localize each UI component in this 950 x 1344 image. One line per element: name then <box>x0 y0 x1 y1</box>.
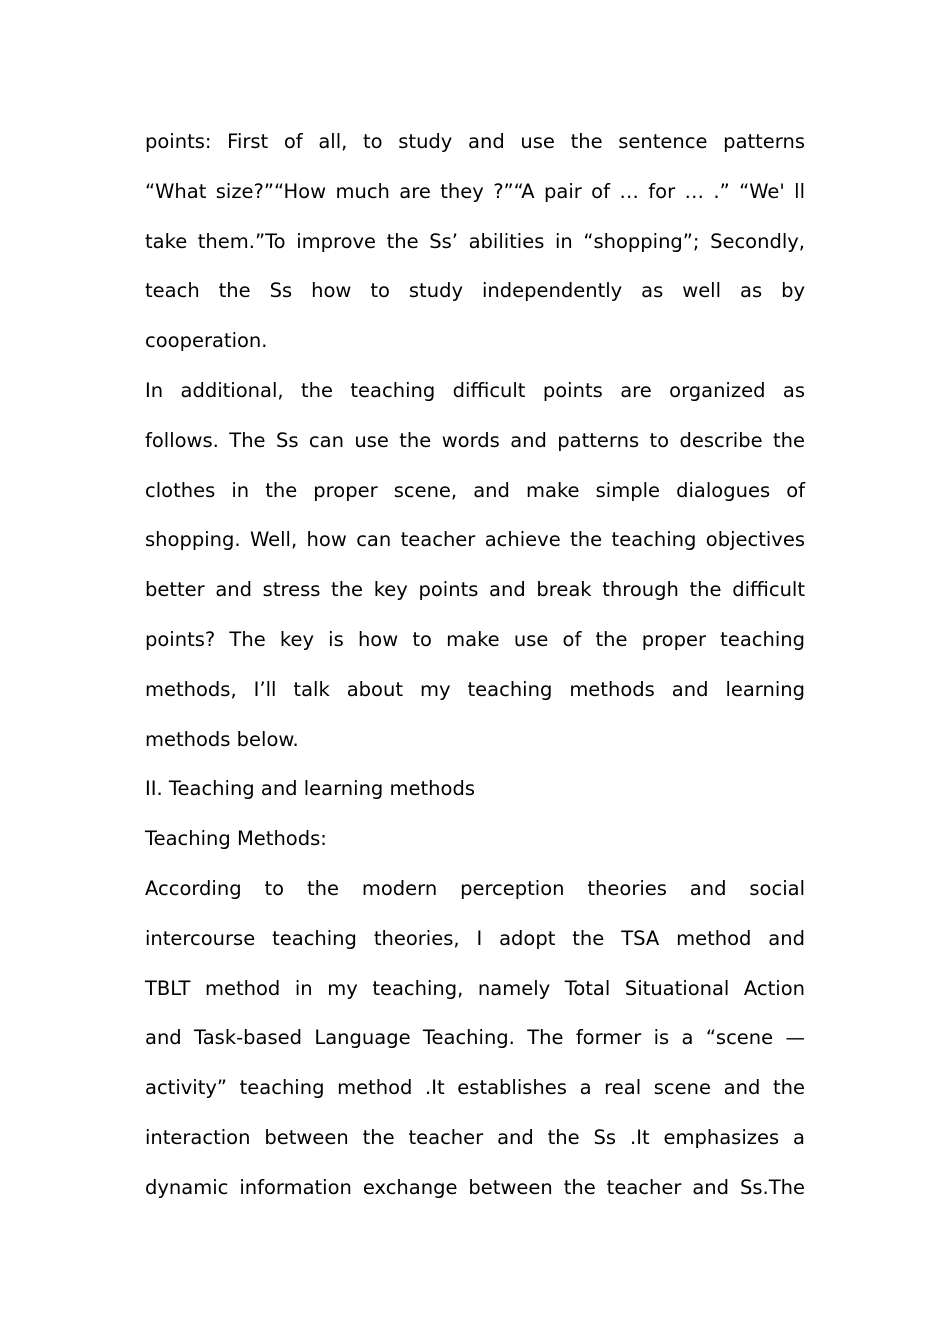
text-line: In additional, the teaching difficult points are organized as <box>145 378 805 402</box>
text-line: take them.”To improve the Ss’ abilities in “shopping”; Secondly, <box>145 229 805 253</box>
text-line: dynamic information exchange between the teacher and Ss.The <box>145 1175 805 1199</box>
text-line: shopping. Well, how can teacher achieve the teaching objectives <box>145 528 805 552</box>
text-line: points: First of all, to study and use the sentence patterns <box>145 130 805 153</box>
text-line: teach the Ss how to study independently as well as by <box>145 279 805 303</box>
text-line: and Task-based Language Teaching. The former is a “scene — <box>145 1026 805 1050</box>
text-line: TBLT method in my teaching, namely Total Situational Action <box>145 976 805 1000</box>
document-page <box>145 117 805 1213</box>
text-line: “What size?”“How much are they ?”“A pair of … for … .” “We' ll <box>145 179 805 203</box>
text-line: points? The key is how to make use of the proper teaching <box>145 627 805 651</box>
paragraph-key-points <box>145 117 805 366</box>
subheading: Teaching Methods: <box>145 827 327 851</box>
text-line: follows. The Ss can use the words and patterns to describe the <box>145 428 805 452</box>
text-line: intercourse teaching theories, I adopt the TSA method and <box>145 926 805 950</box>
section-heading: II. Teaching and learning methods <box>145 777 475 801</box>
text-line: activity” teaching method .It establishes a real scene and the <box>145 1076 805 1100</box>
text-line: According to the modern perception theories and social <box>145 876 805 900</box>
text-line: methods, I’ll talk about my teaching methods and learning <box>145 677 805 701</box>
paragraph-teaching-methods <box>145 864 805 1213</box>
text-line: better and stress the key points and break through the difficult <box>145 578 805 602</box>
text-line: methods below. <box>145 727 299 751</box>
text-line: clothes in the proper scene, and make simple dialogues of <box>145 478 805 502</box>
paragraph-difficult-points <box>145 366 805 764</box>
text-line: interaction between the teacher and the Ss .It emphasizes a <box>145 1125 805 1149</box>
text-line: cooperation. <box>145 329 268 353</box>
